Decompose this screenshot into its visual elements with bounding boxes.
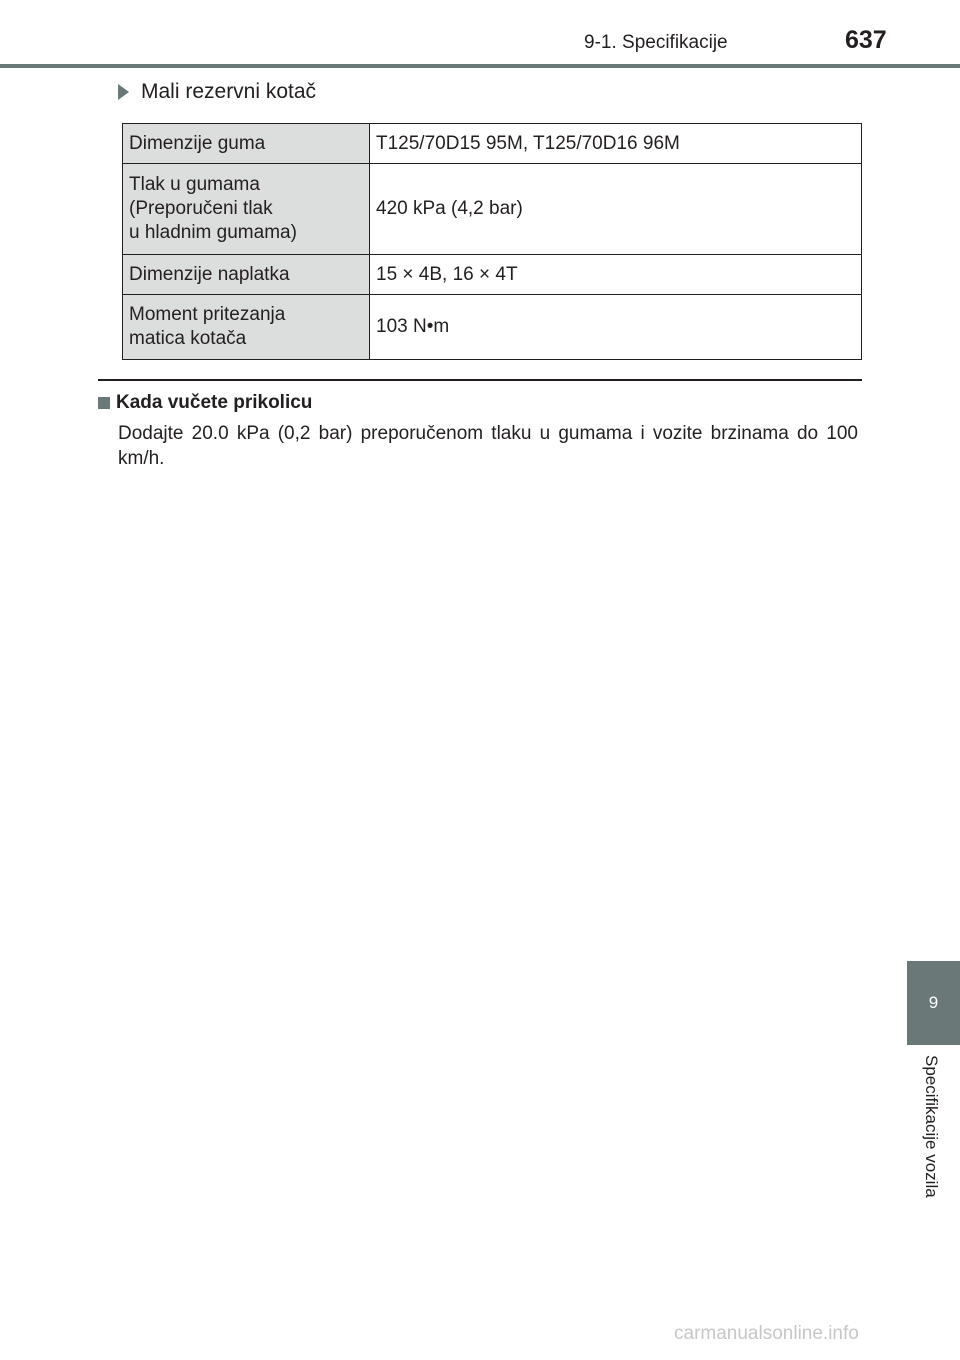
header-section-title: 9-1. Specifikacije xyxy=(584,32,728,53)
chapter-side-label-text: Specifikacije vozila xyxy=(922,1055,941,1198)
label-line: Tlak u gumama xyxy=(129,174,260,195)
header-rule xyxy=(0,64,960,68)
triangle-arrow-icon xyxy=(118,84,129,100)
spec-table xyxy=(122,123,862,360)
section-title-text: Kada vučete prikolicu xyxy=(116,392,313,413)
chapter-tab xyxy=(907,961,960,1045)
table-value-cell: 15 × 4B, 16 × 4T xyxy=(370,255,862,295)
chapter-side-label xyxy=(906,1055,956,1235)
subheading xyxy=(118,80,316,104)
table-row xyxy=(123,164,862,255)
chapter-number: 9 xyxy=(928,993,939,1012)
table-value-cell: 420 kPa (4,2 bar) xyxy=(370,164,862,255)
section-rule xyxy=(98,379,862,381)
table-label-cell xyxy=(123,295,370,360)
table-row xyxy=(123,255,862,295)
table-label-cell: Dimenzije naplatka xyxy=(123,255,370,295)
table-label-cell: Dimenzije guma xyxy=(123,124,370,164)
subheading-text: Mali rezervni kotač xyxy=(141,80,317,103)
watermark: carmanualsonline.info xyxy=(674,1323,859,1344)
section-body: Dodajte 20.0 kPa (0,2 bar) preporučenom tlaku u gumama i vozite brzinama do 100 km/h. xyxy=(118,423,858,469)
label-line: u hladnim gumama) xyxy=(129,222,297,243)
label-line: (Preporučeni tlak xyxy=(129,198,273,219)
table-label-cell xyxy=(123,164,370,255)
table-value-cell: 103 N•m xyxy=(370,295,862,360)
table-row xyxy=(123,295,862,360)
label-line: Moment pritezanja xyxy=(129,304,286,325)
table-row xyxy=(123,124,862,164)
section-title xyxy=(98,392,312,414)
page-number: 637 xyxy=(845,26,887,54)
label-line: matica kotača xyxy=(129,328,247,349)
table-value-cell: T125/70D15 95M, T125/70D16 96M xyxy=(370,124,862,164)
square-bullet-icon xyxy=(98,397,110,409)
